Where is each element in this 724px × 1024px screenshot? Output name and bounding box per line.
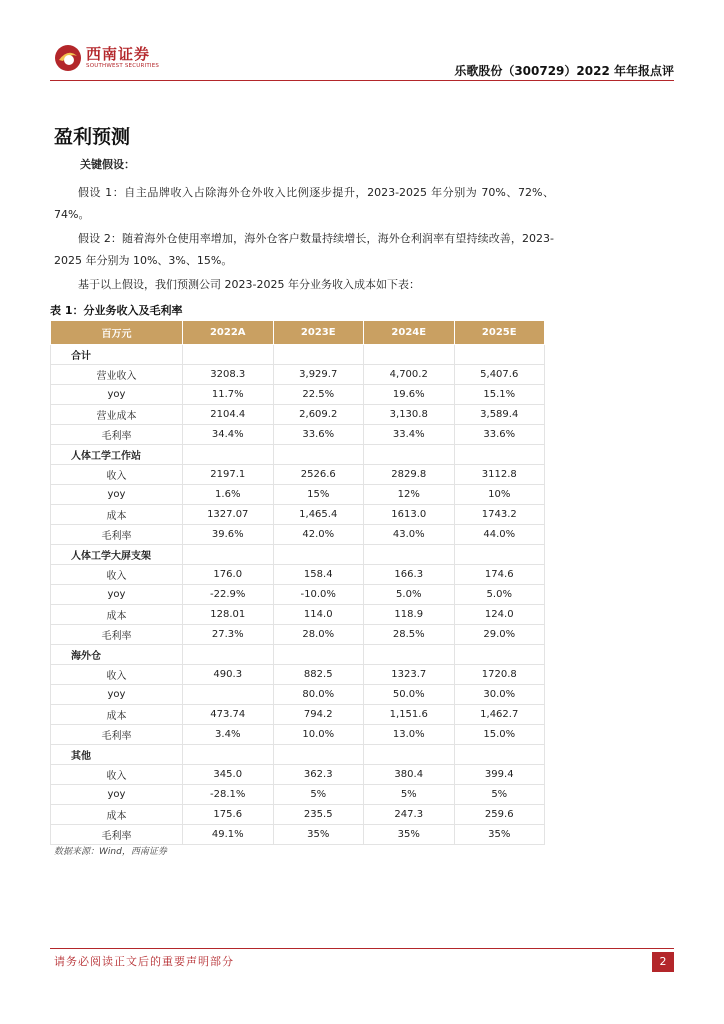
value-cell (183, 685, 274, 705)
value-cell: 13.0% (364, 725, 455, 745)
table-row (51, 385, 545, 405)
row-label: yoy (51, 585, 183, 605)
key-assumptions-label: 关键假设： (80, 158, 135, 171)
row-label: 毛利率 (51, 625, 183, 645)
table-row (51, 685, 545, 705)
row-label: yoy (51, 685, 183, 705)
value-cell: 29.0% (454, 625, 545, 645)
value-cell: 2526.6 (273, 465, 364, 485)
value-cell: 345.0 (183, 765, 274, 785)
row-label: 营业收入 (51, 365, 183, 385)
value-cell: 473.74 (183, 705, 274, 725)
group-label: 合计 (51, 345, 183, 365)
value-cell: 15.0% (454, 725, 545, 745)
empty-cell (273, 445, 364, 465)
empty-cell (454, 745, 545, 765)
table-row (51, 725, 545, 745)
value-cell: 5.0% (364, 585, 455, 605)
empty-cell (364, 745, 455, 765)
empty-cell (273, 745, 364, 765)
value-cell: 362.3 (273, 765, 364, 785)
value-cell: 259.6 (454, 805, 545, 825)
empty-cell (364, 345, 455, 365)
table-row (51, 765, 545, 785)
value-cell: 2104.4 (183, 405, 274, 425)
table-row (51, 705, 545, 725)
empty-cell (364, 545, 455, 565)
value-cell: 39.6% (183, 525, 274, 545)
value-cell: 5% (454, 785, 545, 805)
empty-cell (183, 545, 274, 565)
value-cell: 3208.3 (183, 365, 274, 385)
value-cell: 33.6% (454, 425, 545, 445)
table-row (51, 525, 545, 545)
value-cell: 176.0 (183, 565, 274, 585)
table-row (51, 405, 545, 425)
table-row (51, 625, 545, 645)
value-cell: 5.0% (454, 585, 545, 605)
table-row (51, 365, 545, 385)
value-cell: 27.3% (183, 625, 274, 645)
group-label: 人体工学工作站 (51, 445, 183, 465)
group-label: 人体工学大屏支架 (51, 545, 183, 565)
table-caption: 表 1：分业务收入及毛利率 (50, 304, 183, 317)
empty-cell (183, 345, 274, 365)
table-header-row (51, 321, 545, 345)
footer-divider (50, 948, 674, 949)
table-row (51, 425, 545, 445)
value-cell: 3112.8 (454, 465, 545, 485)
group-label: 其他 (51, 745, 183, 765)
value-cell: 5% (364, 785, 455, 805)
value-cell: -28.1% (183, 785, 274, 805)
header-cell: 2025E (454, 321, 545, 345)
value-cell: 50.0% (364, 685, 455, 705)
empty-cell (454, 445, 545, 465)
table-group-row (51, 645, 545, 665)
value-cell: 158.4 (273, 565, 364, 585)
empty-cell (454, 345, 545, 365)
value-cell: 2197.1 (183, 465, 274, 485)
empty-cell (183, 445, 274, 465)
empty-cell (364, 445, 455, 465)
table-row (51, 465, 545, 485)
table-row (51, 785, 545, 805)
value-cell: 1743.2 (454, 505, 545, 525)
row-label: 收入 (51, 565, 183, 585)
value-cell: 22.5% (273, 385, 364, 405)
value-cell: 35% (273, 825, 364, 845)
value-cell: 124.0 (454, 605, 545, 625)
value-cell: 35% (364, 825, 455, 845)
page-number: 2 (652, 952, 674, 972)
header-cell: 2022A (183, 321, 274, 345)
value-cell: 44.0% (454, 525, 545, 545)
value-cell: 3,589.4 (454, 405, 545, 425)
header-cell: 2024E (364, 321, 455, 345)
value-cell: 3,130.8 (364, 405, 455, 425)
revenue-table-container (50, 320, 544, 845)
table-row (51, 665, 545, 685)
value-cell: 1,462.7 (454, 705, 545, 725)
value-cell: 10% (454, 485, 545, 505)
empty-cell (183, 645, 274, 665)
value-cell: 4,700.2 (364, 365, 455, 385)
row-label: 收入 (51, 665, 183, 685)
empty-cell (273, 345, 364, 365)
table-group-row (51, 345, 545, 365)
value-cell: 10.0% (273, 725, 364, 745)
value-cell: 35% (454, 825, 545, 845)
row-label: 收入 (51, 465, 183, 485)
value-cell: 12% (364, 485, 455, 505)
value-cell: 1613.0 (364, 505, 455, 525)
value-cell: 33.6% (273, 425, 364, 445)
logo-emblem-icon (54, 44, 82, 72)
forecast-summary: 基于以上假设，我们预测公司 2023-2025 年分业务收入成本如下表： (78, 278, 420, 291)
value-cell: 2,609.2 (273, 405, 364, 425)
table-group-row (51, 445, 545, 465)
value-cell: 28.5% (364, 625, 455, 645)
empty-cell (364, 645, 455, 665)
value-cell: 247.3 (364, 805, 455, 825)
value-cell: -22.9% (183, 585, 274, 605)
value-cell: 1327.07 (183, 505, 274, 525)
empty-cell (454, 545, 545, 565)
empty-cell (183, 745, 274, 765)
value-cell: 3.4% (183, 725, 274, 745)
value-cell: 1720.8 (454, 665, 545, 685)
row-label: 收入 (51, 765, 183, 785)
value-cell: 33.4% (364, 425, 455, 445)
value-cell: 19.6% (364, 385, 455, 405)
assumption-1: 假设 1：自主品牌收入占除海外仓外收入比例逐步提升，2023-2025 年分别为 70%、72%、74%。 (54, 186, 554, 221)
value-cell: 30.0% (454, 685, 545, 705)
table-row (51, 825, 545, 845)
company-logo (54, 44, 159, 72)
row-label: yoy (51, 385, 183, 405)
value-cell: 80.0% (273, 685, 364, 705)
value-cell: 11.7% (183, 385, 274, 405)
report-title: 乐歌股份（300729）2022 年年报点评 (454, 64, 674, 78)
row-label: 成本 (51, 505, 183, 525)
value-cell: 174.6 (454, 565, 545, 585)
empty-cell (454, 645, 545, 665)
logo-english-name: SOUTHWEST SECURITIES (86, 63, 160, 69)
data-source: 数据来源：Wind，西南证券 (54, 847, 167, 857)
row-label: 成本 (51, 705, 183, 725)
value-cell: 235.5 (273, 805, 364, 825)
table-group-row (51, 745, 545, 765)
row-label: 营业成本 (51, 405, 183, 425)
table-row (51, 585, 545, 605)
table-group-row (51, 545, 545, 565)
row-label: 毛利率 (51, 825, 183, 845)
value-cell: 1.6% (183, 485, 274, 505)
value-cell: 1323.7 (364, 665, 455, 685)
table-row (51, 485, 545, 505)
value-cell: 794.2 (273, 705, 364, 725)
value-cell: 380.4 (364, 765, 455, 785)
empty-cell (273, 545, 364, 565)
section-title: 盈利预测 (54, 126, 131, 148)
row-label: 毛利率 (51, 725, 183, 745)
row-label: 毛利率 (51, 425, 183, 445)
table-row (51, 805, 545, 825)
table-body (51, 345, 545, 845)
value-cell: 5,407.6 (454, 365, 545, 385)
value-cell: 15% (273, 485, 364, 505)
table-row (51, 605, 545, 625)
revenue-table (50, 320, 545, 845)
row-label: 毛利率 (51, 525, 183, 545)
value-cell: 118.9 (364, 605, 455, 625)
value-cell: 28.0% (273, 625, 364, 645)
value-cell: 166.3 (364, 565, 455, 585)
value-cell: -10.0% (273, 585, 364, 605)
value-cell: 490.3 (183, 665, 274, 685)
row-label: 成本 (51, 805, 183, 825)
row-label: yoy (51, 485, 183, 505)
value-cell: 15.1% (454, 385, 545, 405)
logo-chinese-name: 西南证券 (86, 45, 151, 63)
value-cell: 3,929.7 (273, 365, 364, 385)
assumption-2: 假设 2：随着海外仓使用率增加，海外仓客户数量持续增长，海外仓利润率有望持续改善，2023-2025 年分别为 10%、3%、15%。 (54, 232, 554, 267)
value-cell: 882.5 (273, 665, 364, 685)
row-label: yoy (51, 785, 183, 805)
footer-disclaimer: 请务必阅读正文后的重要声明部分 (54, 955, 234, 968)
row-label: 成本 (51, 605, 183, 625)
header-divider (50, 80, 674, 81)
empty-cell (273, 645, 364, 665)
header-cell: 百万元 (51, 321, 183, 345)
value-cell: 128.01 (183, 605, 274, 625)
value-cell: 43.0% (364, 525, 455, 545)
table-row (51, 505, 545, 525)
value-cell: 399.4 (454, 765, 545, 785)
header-cell: 2023E (273, 321, 364, 345)
value-cell: 5% (273, 785, 364, 805)
table-row (51, 565, 545, 585)
value-cell: 34.4% (183, 425, 274, 445)
value-cell: 42.0% (273, 525, 364, 545)
value-cell: 1,465.4 (273, 505, 364, 525)
value-cell: 175.6 (183, 805, 274, 825)
value-cell: 49.1% (183, 825, 274, 845)
value-cell: 114.0 (273, 605, 364, 625)
value-cell: 1,151.6 (364, 705, 455, 725)
group-label: 海外仓 (51, 645, 183, 665)
value-cell: 2829.8 (364, 465, 455, 485)
